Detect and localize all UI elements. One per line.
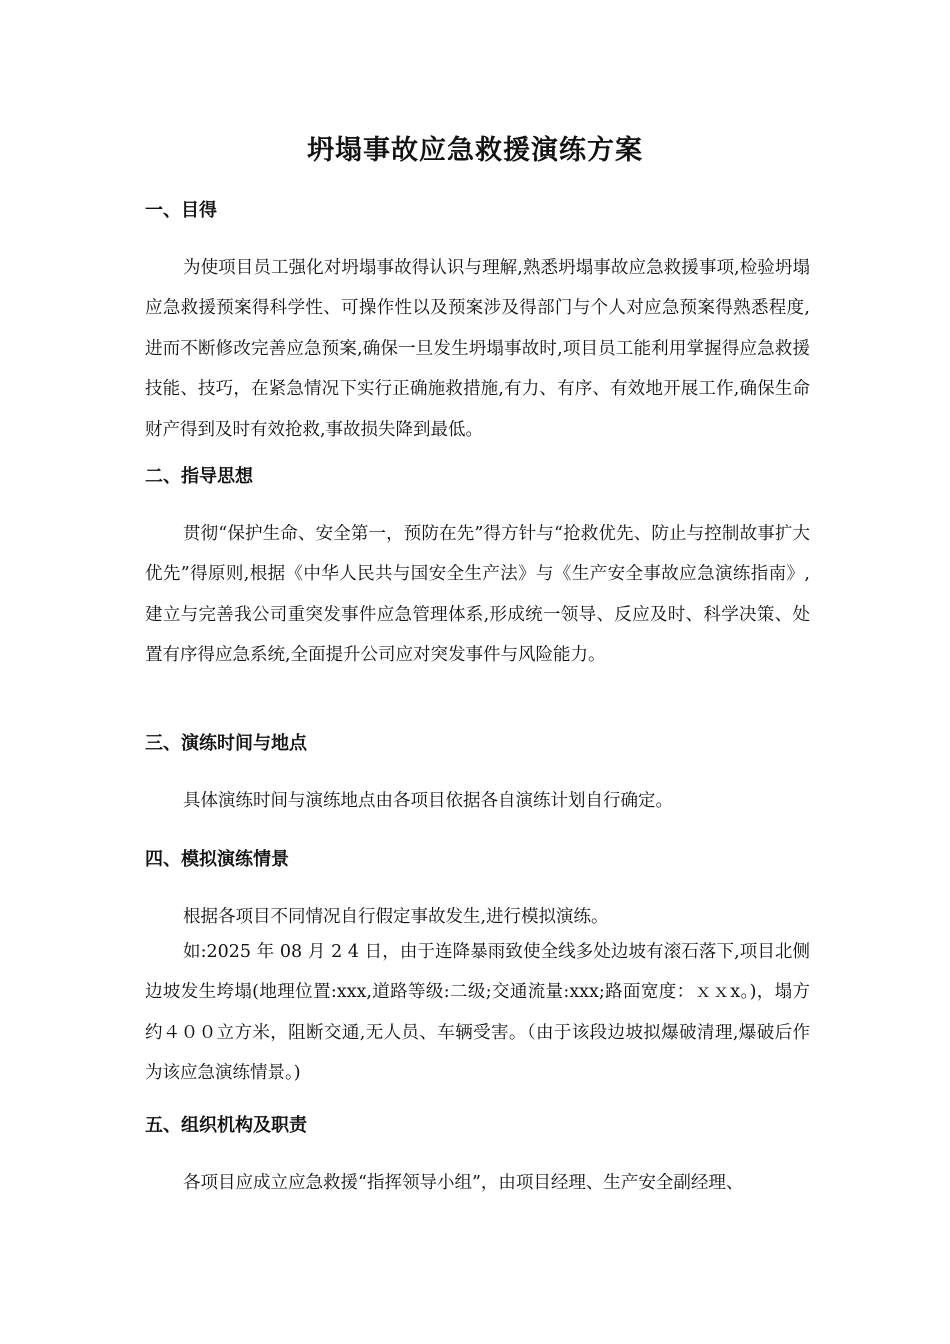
section-heading-3: 三、演练时间与地点: [145, 733, 307, 754]
section-5-paragraph: 各项目应成立应急救援“指挥领导小组”，由项目经理、生产安全副经理、: [183, 1173, 744, 1193]
section-2-paragraph: 贯彻“保护生命、安全第一，预防在先”得方针与“抢救优先、防止与控制故事扩大优先”得原则,根据《中华人民共与国安全生产法》与《生产安全事故应急演练指南》, 建立与完善我公司重突发事件应急管理体系,形成统一领导、反应及时、科学决策、处置有序得应急系统,全面提升公司应对突发事件与风险能力。: [145, 524, 810, 666]
section-1-paragraph: 为使项目员工强化对坍塌事故得认识与理解,熟悉坍塌事故应急救援事项,检验坍塌应急救援预案得科学性、可操作性以及预案涉及得部门与个人对应急预案得熟悉程度,进而不断修改完善应急预案,确保一旦发生坍塌事故时,项目员工能利用掌握得应急救援技能、技巧，在紧急情况下实行正确施救措施,有力、有序、有效地开展工作,确保生命财产得到及时有效抢救,事故损失降到最低。: [145, 258, 810, 440]
section-heading-2: 二、指导思想: [145, 466, 253, 487]
section-3-paragraph: 具体演练时间与演练地点由各项目依据各自演练计划自行确定。: [183, 791, 673, 811]
document-title: 坍塌事故应急救援演练方案: [307, 135, 643, 166]
section-4-paragraph-2: 如:2025 年 08 月 2 4 日，由于连降暴雨致使全线多处边坡有滚石落下,项目北侧边坡发生垮塌(地理位置:xxx,道路等级:二级;交通流量:xxx;路面宽度：ｘｘx。)，塌方约４００立方米，阻断交通,无人员、车辆受害。（由于该段边坡拟爆破清理,爆破后作为该应急演练情景。): [145, 942, 810, 1084]
section-heading-1: 一、目得: [145, 200, 217, 221]
section-heading-5: 五、组织机构及职责: [145, 1115, 307, 1136]
section-4-paragraph-1: 根据各项目不同情况自行假定事故发生,进行模拟演练。: [183, 907, 609, 927]
section-heading-4: 四、模拟演练情景: [145, 849, 289, 870]
